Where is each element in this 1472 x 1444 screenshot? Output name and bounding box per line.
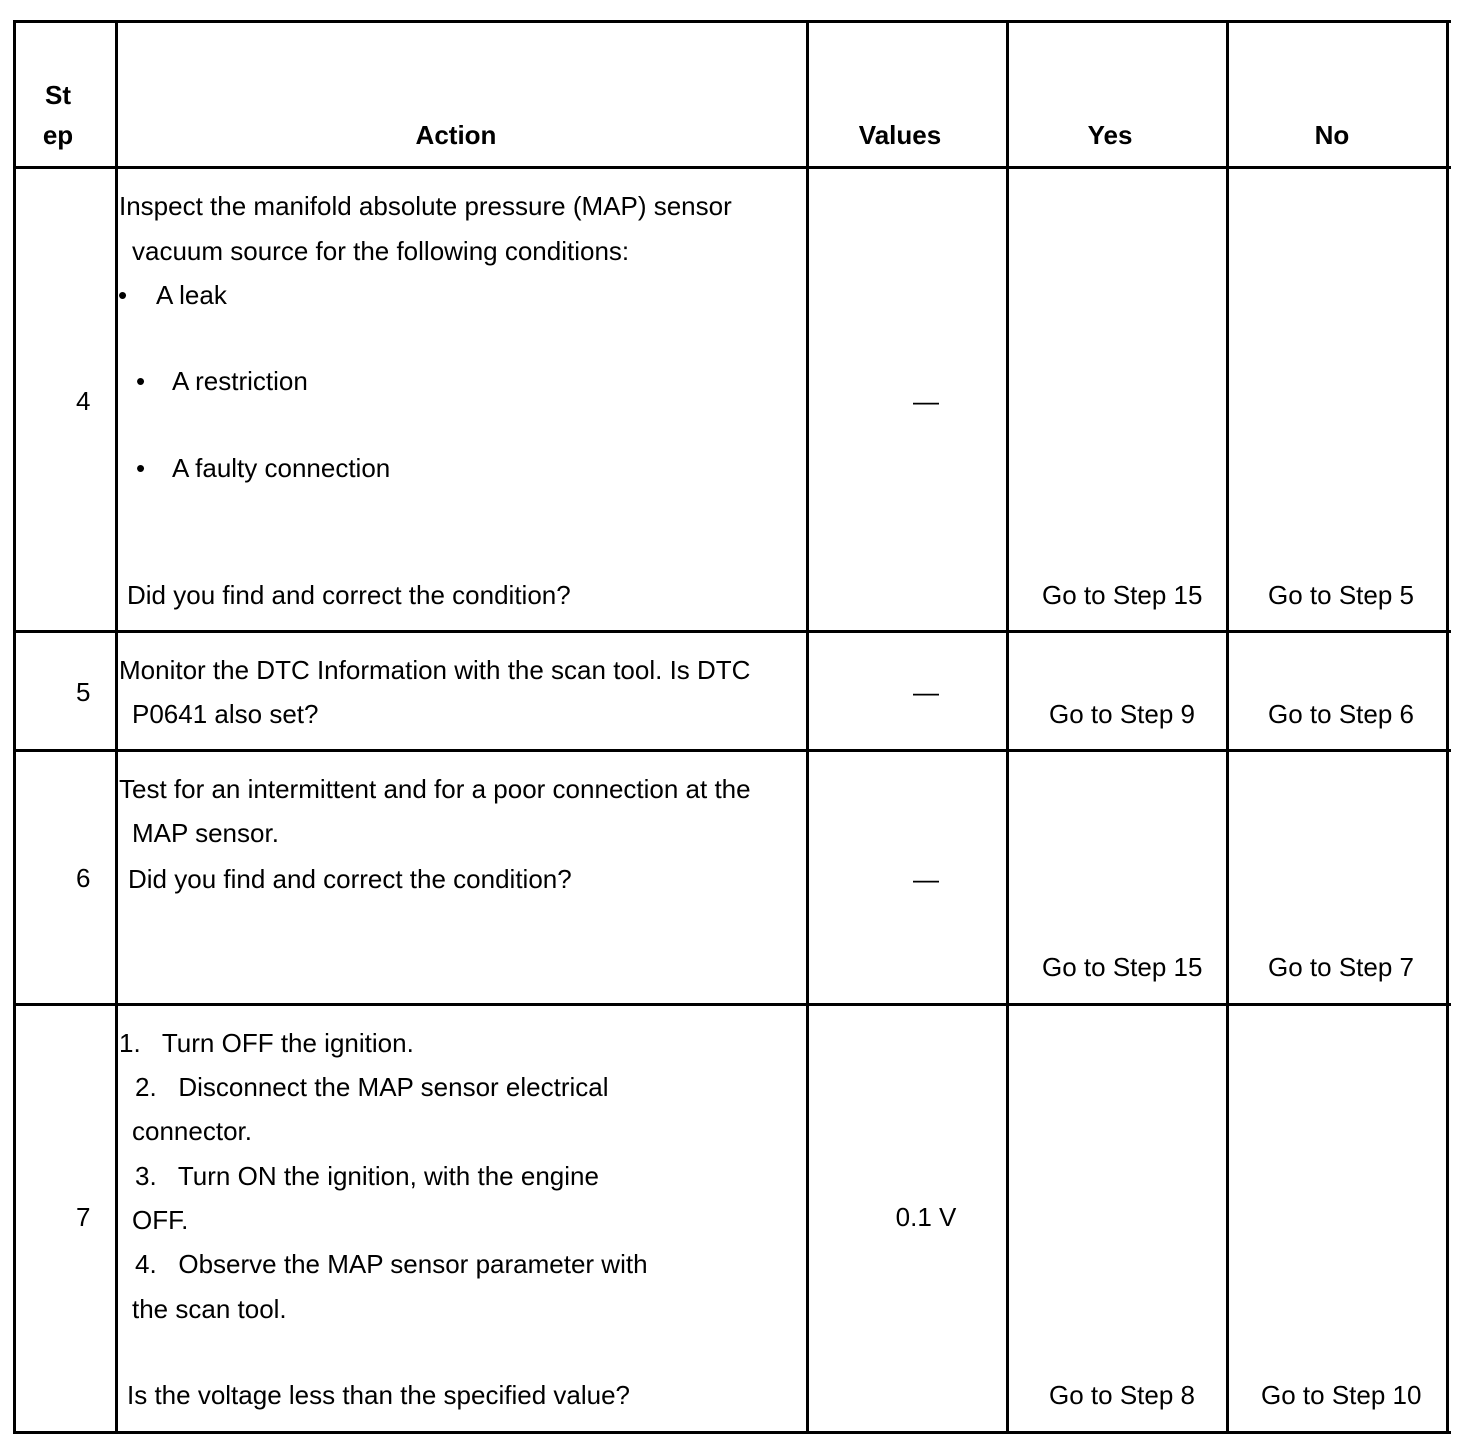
grid-line	[1446, 20, 1449, 1434]
grid-line	[13, 1431, 1451, 1434]
no-link[interactable]: Go to Step 6	[1268, 699, 1414, 729]
no-link[interactable]: Go to Step 10	[1261, 1380, 1422, 1410]
action-line: A restriction	[172, 366, 308, 396]
action-line: vacuum source for the following conditions:	[132, 236, 630, 266]
action-line: MAP sensor.	[132, 818, 279, 848]
yes-link[interactable]: Go to Step 15	[1042, 952, 1203, 982]
action-line: A faulty connection	[172, 453, 391, 483]
header-values: Values	[858, 120, 942, 150]
header-step-line1: St	[45, 80, 71, 110]
yes-link[interactable]: Go to Step 8	[1049, 1380, 1195, 1410]
header-yes: Yes	[1087, 120, 1133, 150]
action-line: 3. Turn ON the ignition, with the engine	[135, 1161, 599, 1191]
action-line: the scan tool.	[132, 1294, 287, 1324]
header-step-line2: ep	[42, 120, 74, 150]
step-number: 5	[76, 677, 91, 707]
bullet: •	[136, 366, 146, 396]
step-number: 6	[76, 863, 91, 893]
grid-line	[13, 20, 1451, 23]
step-number: 4	[76, 386, 91, 416]
yes-link[interactable]: Go to Step 15	[1042, 580, 1203, 610]
action-line: Monitor the DTC Information with the scan tool. Is DTC	[119, 655, 751, 685]
action-line: Did you find and correct the condition?	[127, 580, 571, 610]
grid-line	[13, 630, 1451, 633]
action-line: P0641 also set?	[132, 699, 319, 729]
action-line: Did you find and correct the condition?	[128, 864, 572, 894]
grid-line	[115, 20, 118, 1434]
action-line: Is the voltage less than the specified value?	[127, 1380, 630, 1410]
grid-line	[806, 20, 809, 1434]
step-number: 7	[76, 1202, 91, 1232]
grid-line	[13, 20, 16, 1434]
action-line: Test for an intermittent and for a poor connection at the	[119, 774, 751, 804]
no-link[interactable]: Go to Step 5	[1268, 580, 1414, 610]
no-link[interactable]: Go to Step 7	[1268, 952, 1414, 982]
header-step	[16, 80, 100, 150]
grid-line	[13, 166, 1451, 169]
header-action: Action	[415, 120, 497, 150]
yes-link[interactable]: Go to Step 9	[1049, 699, 1195, 729]
value-cell: —	[913, 677, 939, 707]
value-cell: —	[913, 386, 939, 416]
action-line: 4. Observe the MAP sensor parameter with	[135, 1249, 648, 1279]
grid-line	[1226, 20, 1229, 1434]
grid-line	[13, 1003, 1451, 1006]
value-cell: —	[913, 864, 939, 894]
grid-line	[13, 749, 1451, 752]
action-line: 2. Disconnect the MAP sensor electrical	[135, 1072, 609, 1102]
action-line: Inspect the manifold absolute pressure (MAP) sensor	[119, 191, 732, 221]
header-no: No	[1314, 120, 1350, 150]
value-cell: 0.1 V	[895, 1202, 957, 1232]
bullet: •	[136, 453, 146, 483]
action-line: connector.	[132, 1116, 252, 1146]
action-line: 1. Turn OFF the ignition.	[119, 1028, 414, 1058]
grid-line	[1006, 20, 1009, 1434]
bullet: •	[118, 280, 128, 310]
action-line: A leak	[156, 280, 227, 310]
action-line: OFF.	[132, 1205, 189, 1235]
